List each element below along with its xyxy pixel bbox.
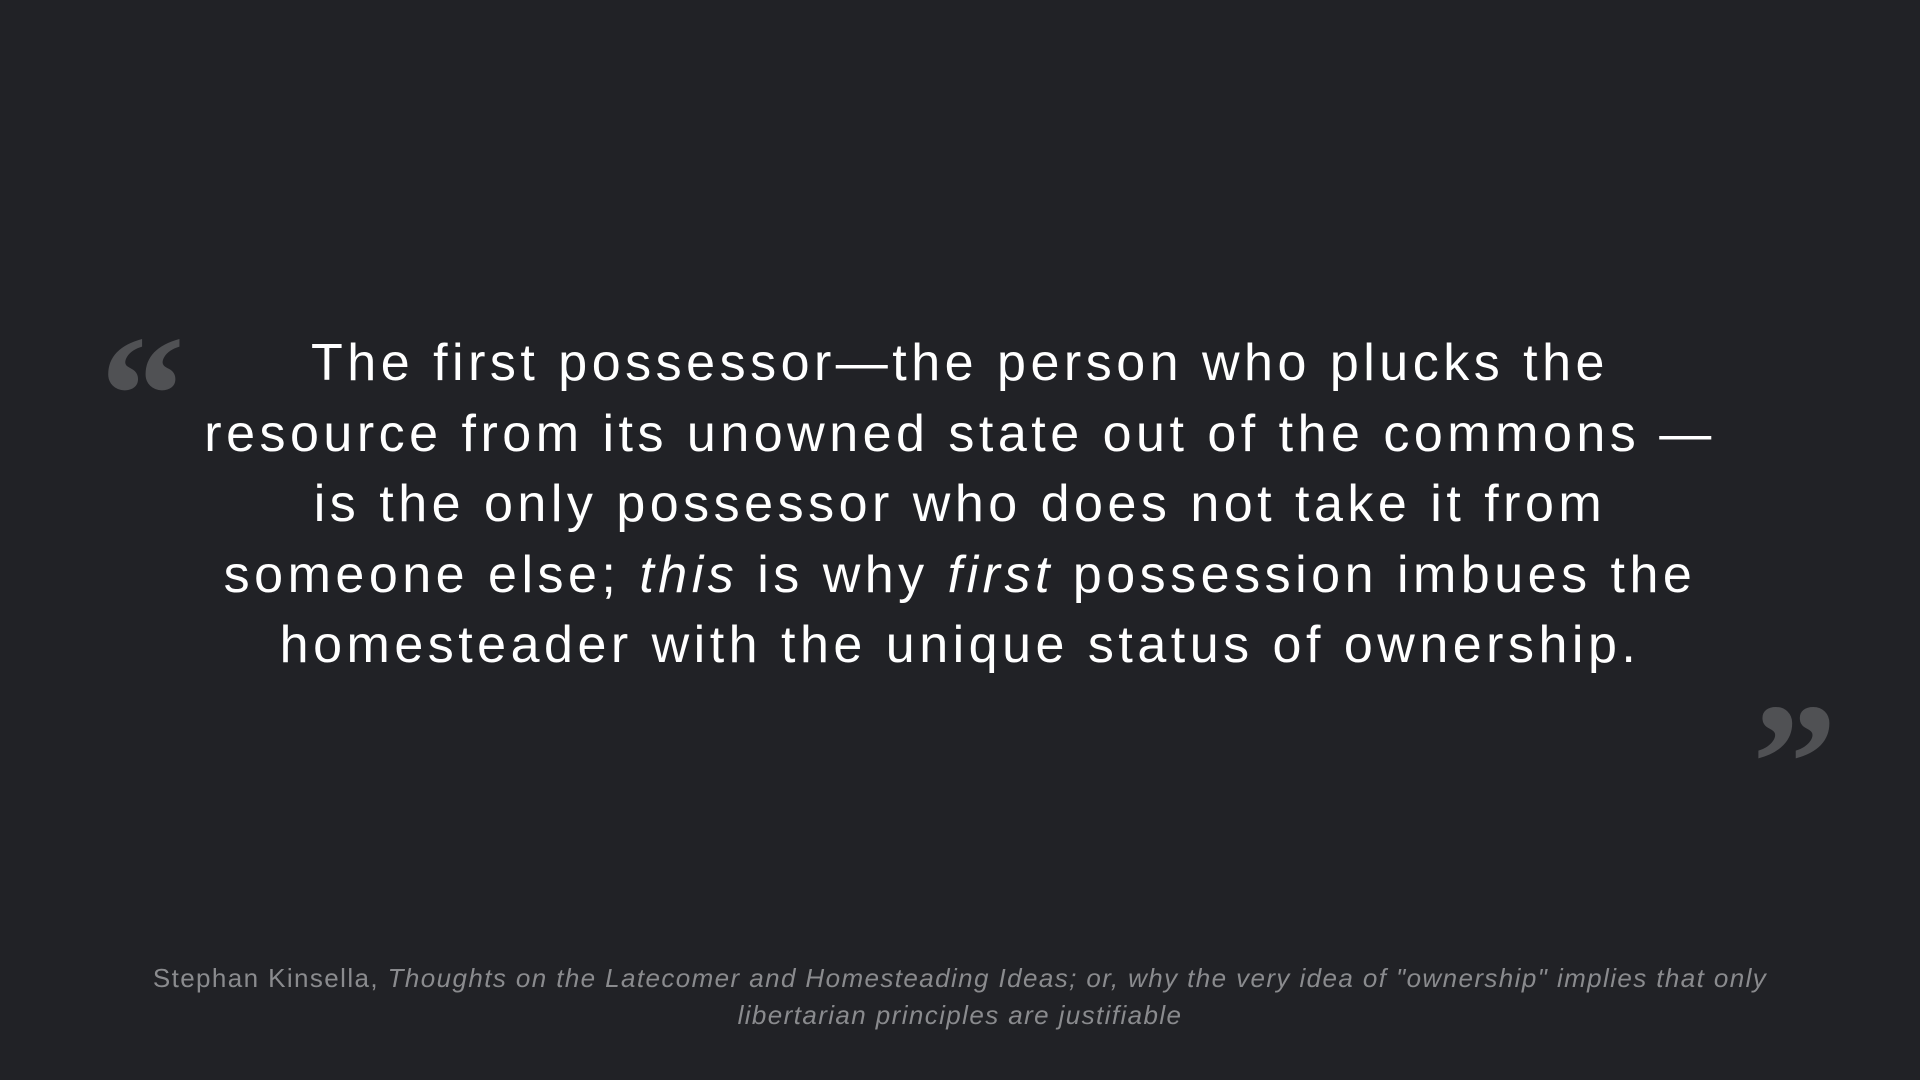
quote-text [200, 328, 1720, 681]
quote-emphasis-first: first [947, 545, 1054, 604]
close-quote-icon: ” [1752, 669, 1837, 857]
attribution [100, 960, 1820, 1034]
attribution-author: Stephan Kinsella, [152, 963, 379, 993]
quote-part-1: The first possessor—the person who plucks the resource from its unowned state out of the commons —is the only possessor who does not take it from someone else; [204, 334, 1716, 604]
open-quote-icon: “ [100, 301, 185, 489]
attribution-work-title: Thoughts on the Latecomer and Homesteading Ideas; or, why the very idea of "ownership" implies that only libertarian principles are justifiable [387, 963, 1768, 1030]
quote-part-2: is why [738, 545, 948, 604]
quote-part-3: possession imbues the homesteader with the unique status of ownership. [279, 545, 1697, 674]
quote-emphasis-this: this [639, 545, 739, 604]
